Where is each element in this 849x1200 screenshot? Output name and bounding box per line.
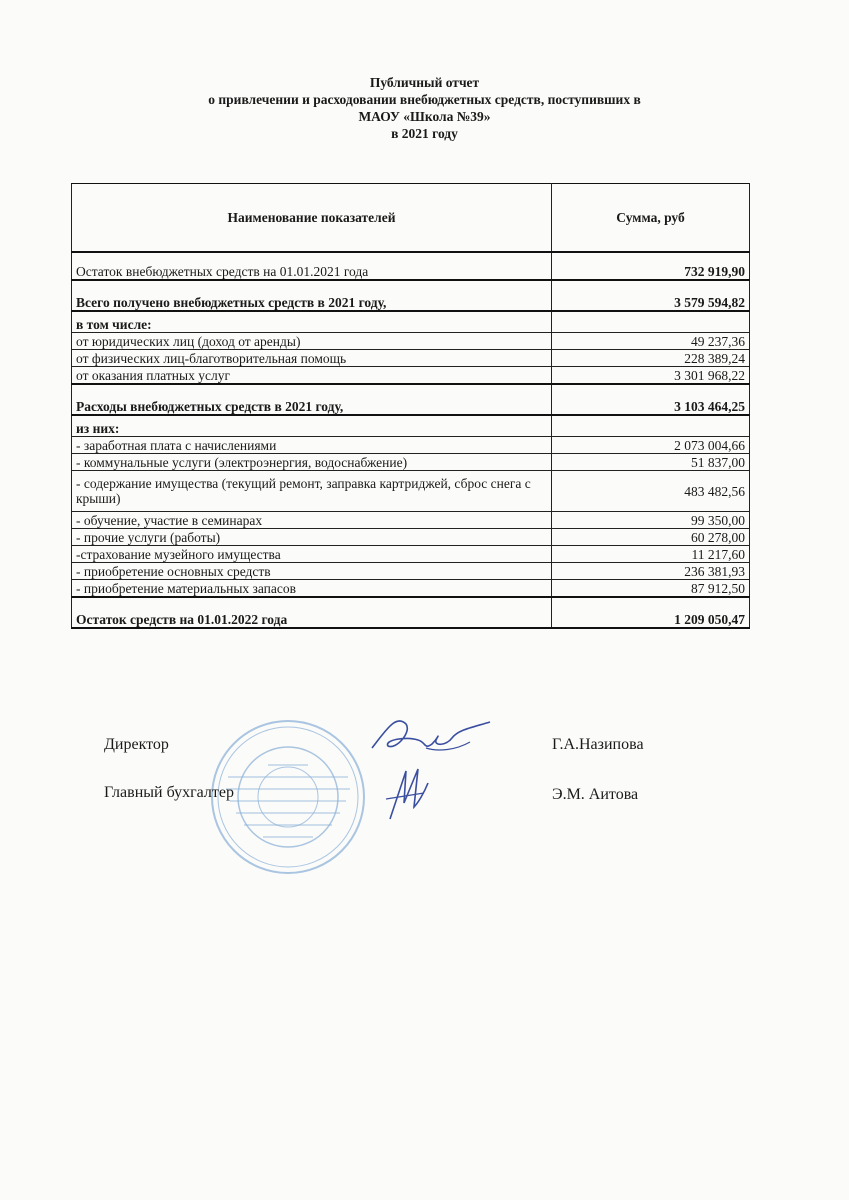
row-amount xyxy=(552,415,750,437)
table-row xyxy=(72,415,750,437)
table-row xyxy=(72,454,750,471)
row-amount: 49 237,36 xyxy=(552,333,750,350)
table-row xyxy=(72,512,750,529)
table-row xyxy=(72,597,750,628)
row-amount: 3 301 968,22 xyxy=(552,367,750,385)
director-signature xyxy=(366,710,496,762)
row-amount: 3 579 594,82 xyxy=(552,280,750,311)
row-label: от юридических лиц (доход от аренды) xyxy=(72,333,552,350)
table-row xyxy=(72,350,750,367)
row-label: - содержание имущества (текущий ремонт, заправка картриджей, сброс снега с крыши) xyxy=(72,471,552,512)
title-line-3: МАОУ «Школа №39» xyxy=(358,109,491,124)
row-label: - обучение, участие в семинарах xyxy=(72,512,552,529)
row-label: от физических лиц-благотворительная помощь xyxy=(72,350,552,367)
row-label: - прочие услуги (работы) xyxy=(72,529,552,546)
table-row xyxy=(72,367,750,385)
table-row xyxy=(72,563,750,580)
row-amount: 51 837,00 xyxy=(552,454,750,471)
table-row xyxy=(72,546,750,563)
table-row xyxy=(72,384,750,415)
report-table xyxy=(71,183,750,629)
column-header-name: Наименование показателей xyxy=(72,184,552,253)
row-amount: 60 278,00 xyxy=(552,529,750,546)
column-header-amount: Сумма, руб xyxy=(552,184,750,253)
row-label: от оказания платных услуг xyxy=(72,367,552,385)
row-amount: 2 073 004,66 xyxy=(552,437,750,454)
row-amount: 1 209 050,47 xyxy=(552,597,750,628)
row-label: - приобретение материальных запасов xyxy=(72,580,552,598)
director-name: Г.А.Назипова xyxy=(552,736,644,753)
row-label: Расходы внебюджетных средств в 2021 году, xyxy=(72,384,552,415)
row-label: Остаток внебюджетных средств на 01.01.2021 года xyxy=(72,252,552,280)
row-label: - приобретение основных средств xyxy=(72,563,552,580)
director-title: Директор xyxy=(104,736,169,753)
row-label: Остаток средств на 01.01.2022 года xyxy=(72,597,552,628)
table-row xyxy=(72,252,750,280)
table-header-row xyxy=(72,184,750,253)
row-label: - заработная плата с начислениями xyxy=(72,437,552,454)
table-row xyxy=(72,580,750,598)
accountant-title: Главный бухгалтер xyxy=(104,784,234,801)
title-line-2: о привлечении и расходовании внебюджетных средств, поступивших в xyxy=(208,92,641,107)
row-amount: 483 482,56 xyxy=(552,471,750,512)
row-amount: 87 912,50 xyxy=(552,580,750,598)
row-amount: 236 381,93 xyxy=(552,563,750,580)
table-row xyxy=(72,437,750,454)
row-label: Всего получено внебюджетных средств в 2021 году, xyxy=(72,280,552,311)
row-amount: 3 103 464,25 xyxy=(552,384,750,415)
row-amount: 228 389,24 xyxy=(552,350,750,367)
accountant-signature xyxy=(384,763,434,825)
accountant-name: Э.М. Аитова xyxy=(552,786,639,803)
row-amount: 11 217,60 xyxy=(552,546,750,563)
row-label: в том числе: xyxy=(72,311,552,333)
table-row xyxy=(72,280,750,311)
row-amount: 732 919,90 xyxy=(552,252,750,280)
row-label: из них: xyxy=(72,415,552,437)
row-label: -страхование музейного имущества xyxy=(72,546,552,563)
table-row xyxy=(72,333,750,350)
table-row xyxy=(72,471,750,512)
table-row xyxy=(72,311,750,333)
title-line-4: в 2021 году xyxy=(391,126,458,141)
row-amount: 99 350,00 xyxy=(552,512,750,529)
report-title xyxy=(0,74,849,142)
table-row xyxy=(72,529,750,546)
row-label: - коммунальные услуги (электроэнергия, водоснабжение) xyxy=(72,454,552,471)
row-amount xyxy=(552,311,750,333)
title-line-1: Публичный отчет xyxy=(369,75,480,90)
